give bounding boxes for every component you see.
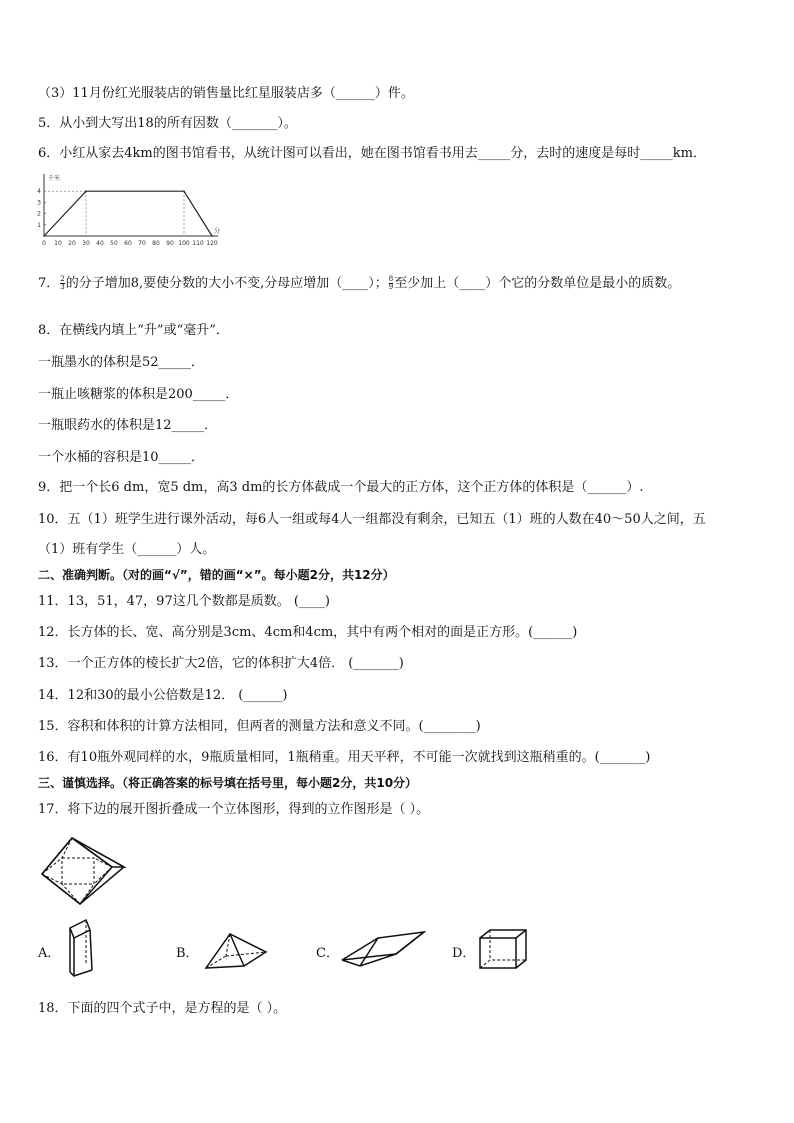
option-d-cube-icon (476, 926, 532, 974)
x-axis-end-label: 分 (214, 228, 221, 235)
question-11: 11．13，51，47，97这几个数都是质数。 (____) (38, 594, 330, 609)
y-tick-label: 3 (37, 199, 41, 207)
section-3-heading: 三、谨慎选择。（将正确答案的标号填在括号里，每小题2分，共10分） (38, 776, 418, 790)
x-tick-label: 30 (82, 240, 90, 247)
x-tick-label: 90 (166, 240, 174, 247)
option-b-pyramid-icon (200, 928, 272, 972)
x-tick-label: 20 (68, 240, 76, 247)
question-8-b: 一瓶止咳糖浆的体积是200_____． (38, 387, 239, 402)
question-17: 17．将下边的展开图折叠成一个立体图形，得到的立作图形是（ ）。 (38, 802, 430, 817)
y-axis-label: 千米 (48, 175, 61, 182)
question-7-number: 7． (38, 276, 60, 291)
x-tick-label: 40 (96, 240, 104, 247)
option-b-label: B． (176, 946, 199, 961)
series-line (44, 191, 212, 236)
question-14: 14．12和30的最小公倍数是12． (______) (38, 688, 288, 703)
y-tick-label: 4 (37, 188, 41, 196)
question-7-mid: 的分子增加8,要使分数的大小不变,分母应增加（____）； (65, 276, 388, 291)
question-7-end: 至少加上（____）个它的分数单位是最小的质数。 (394, 276, 681, 291)
distance-time-chart (34, 172, 224, 250)
y-tick-label: 2 (37, 210, 41, 218)
x-tick-label: 80 (152, 240, 160, 247)
option-c-triangular-prism-icon (338, 926, 430, 968)
x-tick-label: 10 (54, 240, 62, 247)
section-2-heading: 二、准确判断。（对的画“√”，错的画“×”。每小题2分，共12分） (38, 568, 395, 582)
x-tick-label: 60 (124, 240, 132, 247)
x-tick-label: 110 (192, 240, 204, 247)
question-10-b: （1）班有学生（______）人。 (38, 542, 216, 557)
data-point (85, 190, 87, 192)
x-tick-label: 70 (138, 240, 146, 247)
fraction-eight-ninths: $\frac{8}{9}$ (388, 275, 394, 291)
question-8-c: 一瓶眼药水的体积是12_____． (38, 418, 218, 433)
question-16: 16．有10瓶外观同样的水，9瓶质量相同，1瓶稍重。用天平秤，不可能一次就找到这瓶稍重的。(_______) (38, 750, 651, 765)
question-10-a: 10．五（1）班学生进行课外活动，每6人一组或每4人一组都没有剩余，已知五（1）班的人数在40～50人之间，五 (38, 512, 706, 527)
question-8-a: 一瓶墨水的体积是52_____． (38, 355, 205, 370)
x-tick-label: 100 (178, 240, 190, 247)
question-4-3: （3）11月份红光服装店的销售量比红星服装店多（______）件。 (38, 86, 414, 101)
question-9: 9．把一个长6 dm，宽5 dm，高3 dm的长方体截成一个最大的正方体，这个正方体的体积是（______）. (38, 480, 644, 495)
option-d-label: D． (452, 946, 476, 961)
x-tick-label: 120 (206, 240, 218, 247)
data-point (211, 235, 213, 237)
question-8: 8．在横线内填上“升”或“毫升”． (38, 323, 229, 338)
question-7 (38, 276, 680, 292)
question-12: 12．长方体的长、宽、高分别是3cm、4cm和4cm，其中有两个相对的面是正方形。(______) (38, 625, 578, 640)
pyramid-net-figure (38, 834, 128, 910)
question-8-d: 一个水桶的容积是10_____． (38, 450, 205, 465)
question-18: 18．下面的四个式子中，是方程的是（ ）。 (38, 1001, 287, 1016)
question-6: 6．小红从家去4km的图书馆看书，从统计图可以看出，她在图书馆看书用去_____分，去时的速度是每时_____km． (38, 146, 706, 161)
question-13: 13．一个正方体的棱长扩大2倍，它的体积扩大4倍． (_______) (38, 656, 404, 671)
question-5: 5．从小到大写出18的所有因数（_______）。 (38, 116, 297, 131)
option-a-label: A． (38, 946, 61, 961)
question-15: 15．容积和体积的计算方法相同，但两者的测量方法和意义不同。(________) (38, 719, 481, 734)
data-point (183, 190, 185, 192)
y-tick-label: 1 (37, 221, 41, 229)
x-tick-label: 0 (42, 240, 46, 247)
x-tick-label: 50 (110, 240, 118, 247)
data-point (43, 235, 45, 237)
option-a-prism-icon (62, 916, 102, 980)
fraction-two-thirds: $\frac{2}{3}$ (60, 275, 65, 291)
option-c-label: C． (316, 946, 339, 961)
